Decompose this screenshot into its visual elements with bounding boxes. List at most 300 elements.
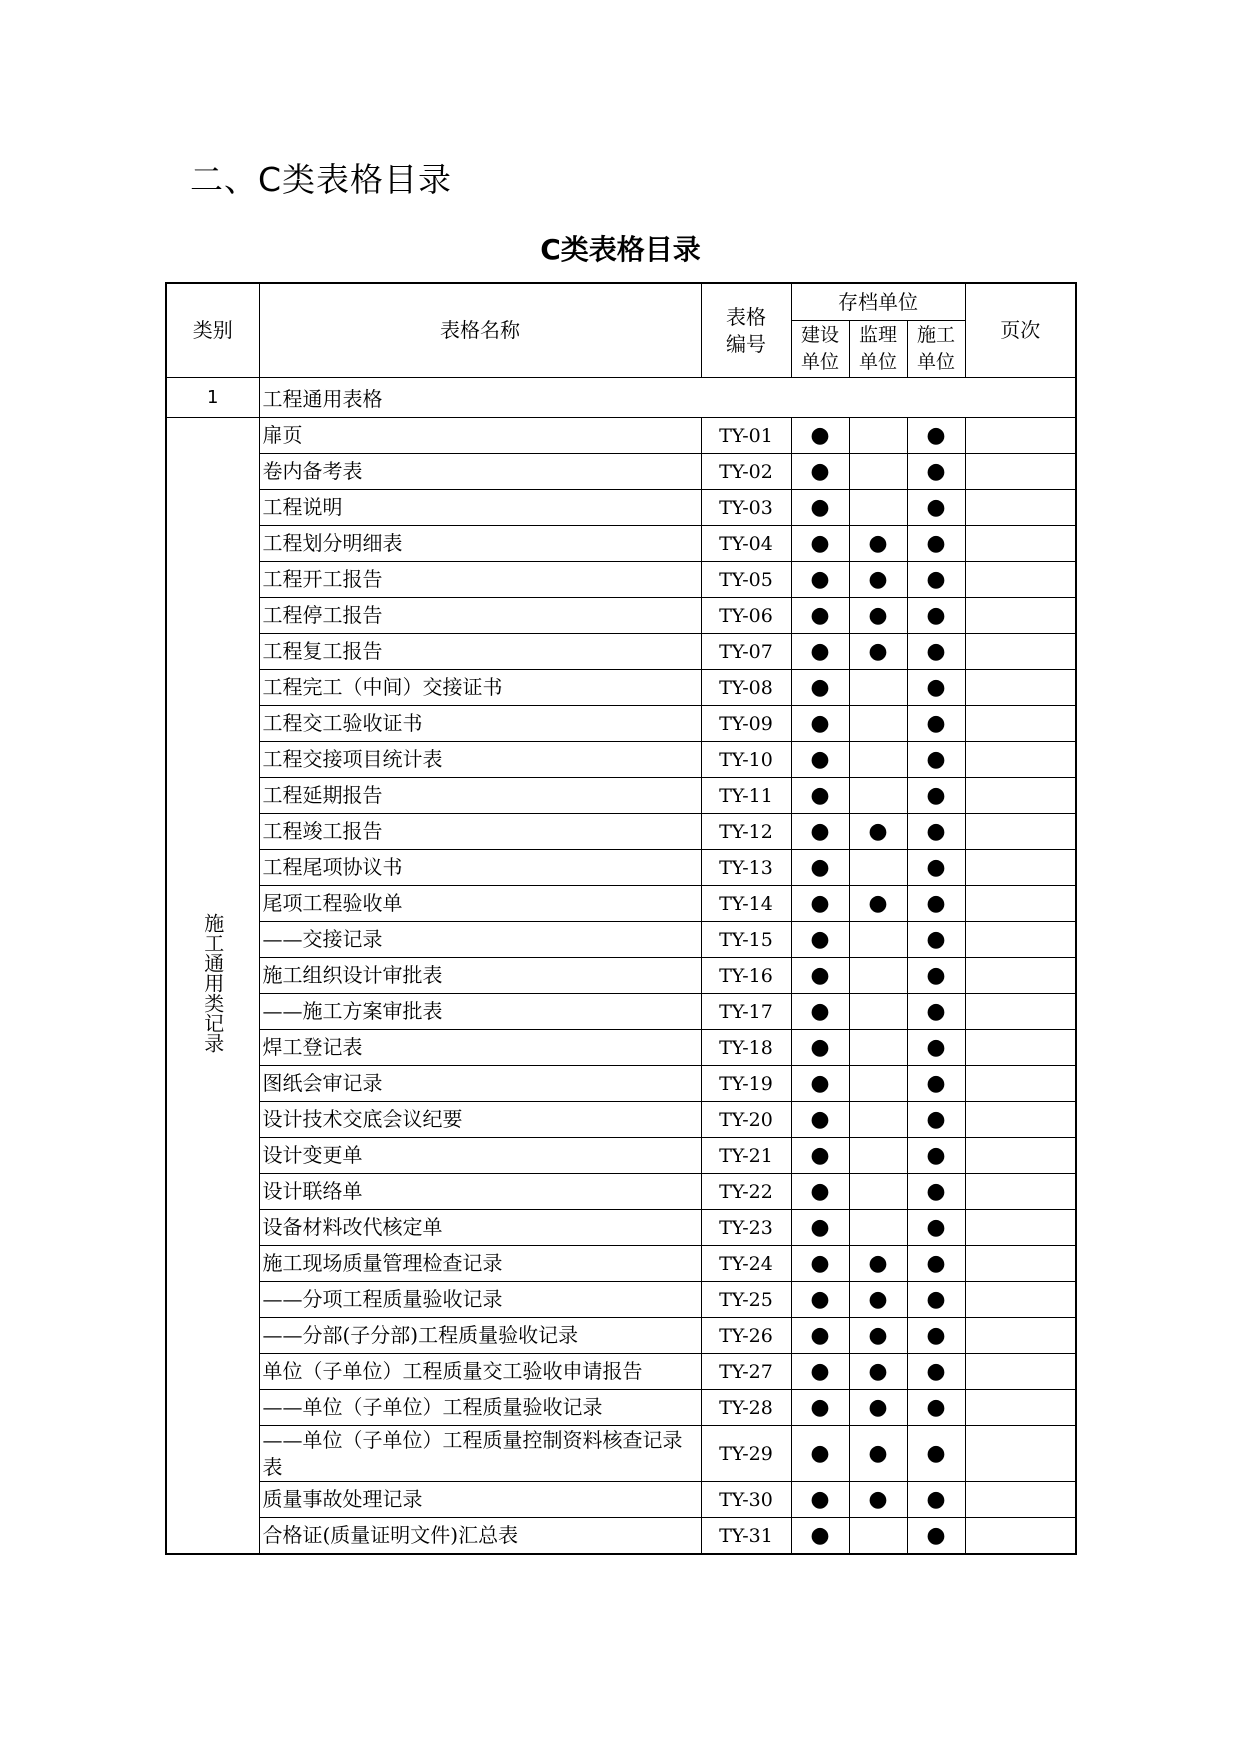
filled-circle-icon: ●: [810, 818, 830, 844]
filled-circle-icon: ●: [868, 890, 888, 916]
mark-contractor-cell: [907, 922, 965, 958]
mark-contractor-cell: [907, 850, 965, 886]
mark-construction-cell: [791, 634, 849, 670]
filled-circle-icon: ●: [868, 530, 888, 556]
filled-circle-icon: ●: [926, 602, 946, 628]
page-cell: [965, 526, 1076, 562]
header-row: [166, 283, 1076, 321]
table-row: [166, 814, 1076, 850]
filled-circle-icon: ●: [810, 926, 830, 952]
mark-supervision-cell: [849, 1174, 907, 1210]
page-cell: [965, 1174, 1076, 1210]
form-code-cell: TY-02: [701, 454, 791, 490]
filled-circle-icon: ●: [810, 1286, 830, 1312]
page-cell: [965, 1518, 1076, 1555]
table-row: [166, 1390, 1076, 1426]
table-row: [166, 922, 1076, 958]
form-name-cell: 设计变更单: [259, 1138, 701, 1174]
mark-contractor-cell: [907, 1426, 965, 1482]
form-name-cell: 工程交工验收证书: [259, 706, 701, 742]
filled-circle-icon: ●: [926, 1486, 946, 1512]
form-code-cell: TY-31: [701, 1518, 791, 1555]
form-code-cell: TY-25: [701, 1282, 791, 1318]
header-archive-units: 存档单位: [791, 283, 965, 321]
filled-circle-icon: ●: [926, 1106, 946, 1132]
header-form-name: 表格名称: [259, 283, 701, 378]
form-code-cell: TY-27: [701, 1354, 791, 1390]
filled-circle-icon: ●: [868, 1440, 888, 1466]
table-row: [166, 670, 1076, 706]
page-cell: [965, 742, 1076, 778]
filled-circle-icon: ●: [868, 1486, 888, 1512]
mark-contractor-cell: [907, 1246, 965, 1282]
header-unit-construction-text: 建设单位: [800, 324, 839, 373]
mark-contractor-cell: [907, 778, 965, 814]
table-row: [166, 778, 1076, 814]
form-code-cell: TY-15: [701, 922, 791, 958]
table-row: [166, 598, 1076, 634]
mark-supervision-cell: [849, 958, 907, 994]
mark-construction-cell: [791, 1210, 849, 1246]
table-row: [166, 1246, 1076, 1282]
mark-construction-cell: [791, 814, 849, 850]
section-name: 工程通用表格: [259, 378, 1076, 418]
header-page: 页次: [965, 283, 1076, 378]
header-unit-contractor-text: 施工单位: [916, 324, 955, 373]
filled-circle-icon: ●: [810, 566, 830, 592]
form-code-cell: TY-22: [701, 1174, 791, 1210]
form-name-cell: 工程竣工报告: [259, 814, 701, 850]
mark-supervision-cell: [849, 1482, 907, 1518]
mark-supervision-cell: [849, 1102, 907, 1138]
mark-contractor-cell: [907, 1066, 965, 1102]
mark-supervision-cell: [849, 1210, 907, 1246]
table-row: [166, 1318, 1076, 1354]
form-code-cell: TY-11: [701, 778, 791, 814]
filled-circle-icon: ●: [810, 1486, 830, 1512]
form-name-cell: 工程复工报告: [259, 634, 701, 670]
mark-supervision-cell: [849, 850, 907, 886]
page-cell: [965, 1066, 1076, 1102]
table-row: [166, 1282, 1076, 1318]
section-number: 1: [166, 378, 259, 418]
page-cell: [965, 886, 1076, 922]
form-name-cell: 图纸会审记录: [259, 1066, 701, 1102]
mark-supervision-cell: [849, 1518, 907, 1555]
form-code-cell: TY-03: [701, 490, 791, 526]
header-form-code: [701, 283, 791, 378]
filled-circle-icon: ●: [926, 422, 946, 448]
form-code-cell: TY-24: [701, 1246, 791, 1282]
page-cell: [965, 1354, 1076, 1390]
mark-supervision-cell: [849, 1282, 907, 1318]
filled-circle-icon: ●: [926, 746, 946, 772]
form-name-cell: 工程尾项协议书: [259, 850, 701, 886]
mark-contractor-cell: [907, 490, 965, 526]
mark-contractor-cell: [907, 526, 965, 562]
filled-circle-icon: ●: [926, 530, 946, 556]
filled-circle-icon: ●: [810, 1034, 830, 1060]
filled-circle-icon: ●: [926, 1322, 946, 1348]
mark-supervision-cell: [849, 454, 907, 490]
filled-circle-icon: ●: [868, 1250, 888, 1276]
filled-circle-icon: ●: [868, 566, 888, 592]
form-code-cell: TY-29: [701, 1426, 791, 1482]
mark-contractor-cell: [907, 1482, 965, 1518]
table-row: [166, 1030, 1076, 1066]
mark-construction-cell: [791, 850, 849, 886]
mark-construction-cell: [791, 1354, 849, 1390]
page-cell: [965, 778, 1076, 814]
mark-contractor-cell: [907, 1282, 965, 1318]
mark-construction-cell: [791, 1482, 849, 1518]
page-cell: [965, 922, 1076, 958]
page-cell: [965, 1426, 1076, 1482]
page-cell: [965, 1138, 1076, 1174]
filled-circle-icon: ●: [810, 458, 830, 484]
form-code-cell: TY-10: [701, 742, 791, 778]
filled-circle-icon: ●: [926, 962, 946, 988]
mark-construction-cell: [791, 886, 849, 922]
table-row: [166, 1210, 1076, 1246]
mark-construction-cell: [791, 1066, 849, 1102]
mark-construction-cell: [791, 1390, 849, 1426]
filled-circle-icon: ●: [810, 1070, 830, 1096]
filled-circle-icon: ●: [810, 1214, 830, 1240]
form-name-cell: 工程开工报告: [259, 562, 701, 598]
page-cell: [965, 1318, 1076, 1354]
mark-supervision-cell: [849, 526, 907, 562]
mark-contractor-cell: [907, 1174, 965, 1210]
page-cell: [965, 1030, 1076, 1066]
filled-circle-icon: ●: [810, 1178, 830, 1204]
form-code-cell: TY-14: [701, 886, 791, 922]
page-cell: [965, 814, 1076, 850]
mark-construction-cell: [791, 778, 849, 814]
mark-contractor-cell: [907, 1030, 965, 1066]
mark-contractor-cell: [907, 742, 965, 778]
mark-construction-cell: [791, 742, 849, 778]
page-cell: [965, 1246, 1076, 1282]
table-row: [166, 1138, 1076, 1174]
form-name-cell: 工程交接项目统计表: [259, 742, 701, 778]
form-code-cell: TY-13: [701, 850, 791, 886]
form-name-cell: 设计技术交底会议纪要: [259, 1102, 701, 1138]
form-name-cell: 工程完工（中间）交接证书: [259, 670, 701, 706]
form-code-cell: TY-21: [701, 1138, 791, 1174]
category-cell: [166, 418, 259, 1555]
filled-circle-icon: ●: [926, 1394, 946, 1420]
filled-circle-icon: ●: [926, 458, 946, 484]
section-row: [166, 378, 1076, 418]
filled-circle-icon: ●: [810, 602, 830, 628]
page-cell: [965, 1282, 1076, 1318]
form-name-cell: ——交接记录: [259, 922, 701, 958]
form-name-cell: ——单位（子单位）工程质量验收记录: [259, 1390, 701, 1426]
page-cell: [965, 418, 1076, 454]
form-code-cell: TY-18: [701, 1030, 791, 1066]
table-row: [166, 706, 1076, 742]
table-row: [166, 742, 1076, 778]
filled-circle-icon: ●: [810, 1142, 830, 1168]
mark-contractor-cell: [907, 1518, 965, 1555]
filled-circle-icon: ●: [810, 746, 830, 772]
mark-construction-cell: [791, 1246, 849, 1282]
filled-circle-icon: ●: [810, 1440, 830, 1466]
table-row: [166, 958, 1076, 994]
mark-contractor-cell: [907, 598, 965, 634]
filled-circle-icon: ●: [810, 674, 830, 700]
mark-supervision-cell: [849, 418, 907, 454]
table-row: [166, 886, 1076, 922]
mark-supervision-cell: [849, 1138, 907, 1174]
filled-circle-icon: ●: [810, 1250, 830, 1276]
form-code-cell: TY-20: [701, 1102, 791, 1138]
mark-supervision-cell: [849, 922, 907, 958]
mark-supervision-cell: [849, 1030, 907, 1066]
mark-construction-cell: [791, 1030, 849, 1066]
filled-circle-icon: ●: [810, 782, 830, 808]
form-name-cell: 工程划分明细表: [259, 526, 701, 562]
filled-circle-icon: ●: [926, 1142, 946, 1168]
form-name-cell: 施工现场质量管理检查记录: [259, 1246, 701, 1282]
mark-construction-cell: [791, 1138, 849, 1174]
filled-circle-icon: ●: [926, 638, 946, 664]
form-name-cell: ——单位（子单位）工程质量控制资料核查记录表: [259, 1426, 701, 1482]
filled-circle-icon: ●: [926, 782, 946, 808]
filled-circle-icon: ●: [926, 1070, 946, 1096]
form-code-cell: TY-07: [701, 634, 791, 670]
filled-circle-icon: ●: [926, 998, 946, 1024]
filled-circle-icon: ●: [926, 1440, 946, 1466]
mark-construction-cell: [791, 454, 849, 490]
mark-construction-cell: [791, 1426, 849, 1482]
form-code-cell: TY-28: [701, 1390, 791, 1426]
table-row: [166, 1174, 1076, 1210]
form-name-cell: 单位（子单位）工程质量交工验收申请报告: [259, 1354, 701, 1390]
mark-construction-cell: [791, 1282, 849, 1318]
header-category: 类别: [166, 283, 259, 378]
mark-contractor-cell: [907, 886, 965, 922]
mark-supervision-cell: [849, 1066, 907, 1102]
mark-contractor-cell: [907, 1318, 965, 1354]
table-row: [166, 850, 1076, 886]
mark-contractor-cell: [907, 958, 965, 994]
mark-contractor-cell: [907, 1390, 965, 1426]
mark-supervision-cell: [849, 562, 907, 598]
form-name-cell: 设计联络单: [259, 1174, 701, 1210]
filled-circle-icon: ●: [868, 1286, 888, 1312]
mark-construction-cell: [791, 1318, 849, 1354]
filled-circle-icon: ●: [926, 1034, 946, 1060]
mark-contractor-cell: [907, 1102, 965, 1138]
form-code-cell: TY-09: [701, 706, 791, 742]
table-row: [166, 1482, 1076, 1518]
mark-contractor-cell: [907, 994, 965, 1030]
filled-circle-icon: ●: [926, 854, 946, 880]
filled-circle-icon: ●: [810, 890, 830, 916]
form-code-cell: TY-05: [701, 562, 791, 598]
form-name-cell: 扉页: [259, 418, 701, 454]
table-row: [166, 1066, 1076, 1102]
form-code-cell: TY-06: [701, 598, 791, 634]
mark-construction-cell: [791, 1102, 849, 1138]
page-cell: [965, 1482, 1076, 1518]
mark-supervision-cell: [849, 742, 907, 778]
filled-circle-icon: ●: [868, 1322, 888, 1348]
mark-construction-cell: [791, 670, 849, 706]
mark-contractor-cell: [907, 670, 965, 706]
filled-circle-icon: ●: [926, 710, 946, 736]
form-name-cell: 尾项工程验收单: [259, 886, 701, 922]
filled-circle-icon: ●: [926, 1286, 946, 1312]
form-code-cell: TY-17: [701, 994, 791, 1030]
filled-circle-icon: ●: [868, 1394, 888, 1420]
form-code-cell: TY-30: [701, 1482, 791, 1518]
mark-contractor-cell: [907, 454, 965, 490]
page-cell: [965, 490, 1076, 526]
table-row: [166, 418, 1076, 454]
header-unit-supervision-text: 监理单位: [858, 324, 897, 373]
mark-contractor-cell: [907, 814, 965, 850]
filled-circle-icon: ●: [810, 854, 830, 880]
mark-construction-cell: [791, 418, 849, 454]
page-cell: [965, 1390, 1076, 1426]
table-title: C类表格目录: [540, 233, 701, 266]
table-row: [166, 562, 1076, 598]
mark-supervision-cell: [849, 886, 907, 922]
mark-construction-cell: [791, 490, 849, 526]
filled-circle-icon: ●: [868, 602, 888, 628]
filled-circle-icon: ●: [868, 1358, 888, 1384]
mark-construction-cell: [791, 526, 849, 562]
form-code-cell: TY-12: [701, 814, 791, 850]
form-name-cell: ——分项工程质量验收记录: [259, 1282, 701, 1318]
header-form-code-text: 表格编号: [726, 304, 766, 356]
mark-supervision-cell: [849, 994, 907, 1030]
table-row: [166, 1518, 1076, 1555]
form-name-cell: 合格证(质量证明文件)汇总表: [259, 1518, 701, 1555]
mark-construction-cell: [791, 598, 849, 634]
mark-supervision-cell: [849, 706, 907, 742]
filled-circle-icon: ●: [868, 638, 888, 664]
filled-circle-icon: ●: [926, 1250, 946, 1276]
page-cell: [965, 670, 1076, 706]
mark-supervision-cell: [849, 1390, 907, 1426]
mark-supervision-cell: [849, 634, 907, 670]
page-cell: [965, 958, 1076, 994]
mark-supervision-cell: [849, 670, 907, 706]
mark-supervision-cell: [849, 1354, 907, 1390]
mark-contractor-cell: [907, 418, 965, 454]
filled-circle-icon: ●: [926, 494, 946, 520]
form-code-cell: TY-19: [701, 1066, 791, 1102]
filled-circle-icon: ●: [810, 962, 830, 988]
mark-contractor-cell: [907, 1210, 965, 1246]
form-name-cell: 工程停工报告: [259, 598, 701, 634]
filled-circle-icon: ●: [810, 530, 830, 556]
mark-construction-cell: [791, 562, 849, 598]
page-cell: [965, 562, 1076, 598]
form-name-cell: ——施工方案审批表: [259, 994, 701, 1030]
filled-circle-icon: ●: [926, 818, 946, 844]
mark-supervision-cell: [849, 814, 907, 850]
mark-construction-cell: [791, 994, 849, 1030]
page-cell: [965, 1102, 1076, 1138]
form-code-cell: TY-08: [701, 670, 791, 706]
mark-contractor-cell: [907, 634, 965, 670]
table-row: [166, 1354, 1076, 1390]
mark-construction-cell: [791, 958, 849, 994]
filled-circle-icon: ●: [926, 926, 946, 952]
mark-supervision-cell: [849, 1318, 907, 1354]
mark-contractor-cell: [907, 562, 965, 598]
mark-contractor-cell: [907, 706, 965, 742]
page-cell: [965, 454, 1076, 490]
filled-circle-icon: ●: [926, 1178, 946, 1204]
filled-circle-icon: ●: [868, 818, 888, 844]
mark-construction-cell: [791, 1174, 849, 1210]
catalog-table: [165, 282, 1077, 1555]
form-name-cell: 设备材料改代核定单: [259, 1210, 701, 1246]
form-name-cell: 施工组织设计审批表: [259, 958, 701, 994]
filled-circle-icon: ●: [810, 1106, 830, 1132]
header-unit-construction: [791, 321, 849, 378]
mark-contractor-cell: [907, 1354, 965, 1390]
mark-supervision-cell: [849, 490, 907, 526]
filled-circle-icon: ●: [810, 1322, 830, 1348]
mark-supervision-cell: [849, 598, 907, 634]
form-name-cell: 工程延期报告: [259, 778, 701, 814]
category-label: 施工通用类记录: [200, 913, 225, 1053]
table-row: [166, 490, 1076, 526]
header-unit-supervision: [849, 321, 907, 378]
filled-circle-icon: ●: [926, 1358, 946, 1384]
filled-circle-icon: ●: [810, 494, 830, 520]
mark-construction-cell: [791, 922, 849, 958]
filled-circle-icon: ●: [810, 1394, 830, 1420]
form-code-cell: TY-26: [701, 1318, 791, 1354]
table-row: [166, 526, 1076, 562]
page-heading: 二、C类表格目录: [190, 160, 453, 199]
filled-circle-icon: ●: [926, 566, 946, 592]
page-cell: [965, 994, 1076, 1030]
header-unit-contractor: [907, 321, 965, 378]
page-cell: [965, 706, 1076, 742]
form-name-cell: 卷内备考表: [259, 454, 701, 490]
form-name-cell: 质量事故处理记录: [259, 1482, 701, 1518]
filled-circle-icon: ●: [810, 1522, 830, 1548]
table-row: [166, 994, 1076, 1030]
filled-circle-icon: ●: [810, 422, 830, 448]
page-cell: [965, 1210, 1076, 1246]
form-name-cell: 工程说明: [259, 490, 701, 526]
filled-circle-icon: ●: [810, 1358, 830, 1384]
form-code-cell: TY-01: [701, 418, 791, 454]
table-row: [166, 1102, 1076, 1138]
form-code-cell: TY-04: [701, 526, 791, 562]
table-row: [166, 634, 1076, 670]
filled-circle-icon: ●: [810, 998, 830, 1024]
form-code-cell: TY-16: [701, 958, 791, 994]
filled-circle-icon: ●: [810, 710, 830, 736]
filled-circle-icon: ●: [926, 1522, 946, 1548]
page-cell: [965, 634, 1076, 670]
mark-supervision-cell: [849, 1426, 907, 1482]
mark-construction-cell: [791, 706, 849, 742]
mark-supervision-cell: [849, 1246, 907, 1282]
filled-circle-icon: ●: [926, 674, 946, 700]
